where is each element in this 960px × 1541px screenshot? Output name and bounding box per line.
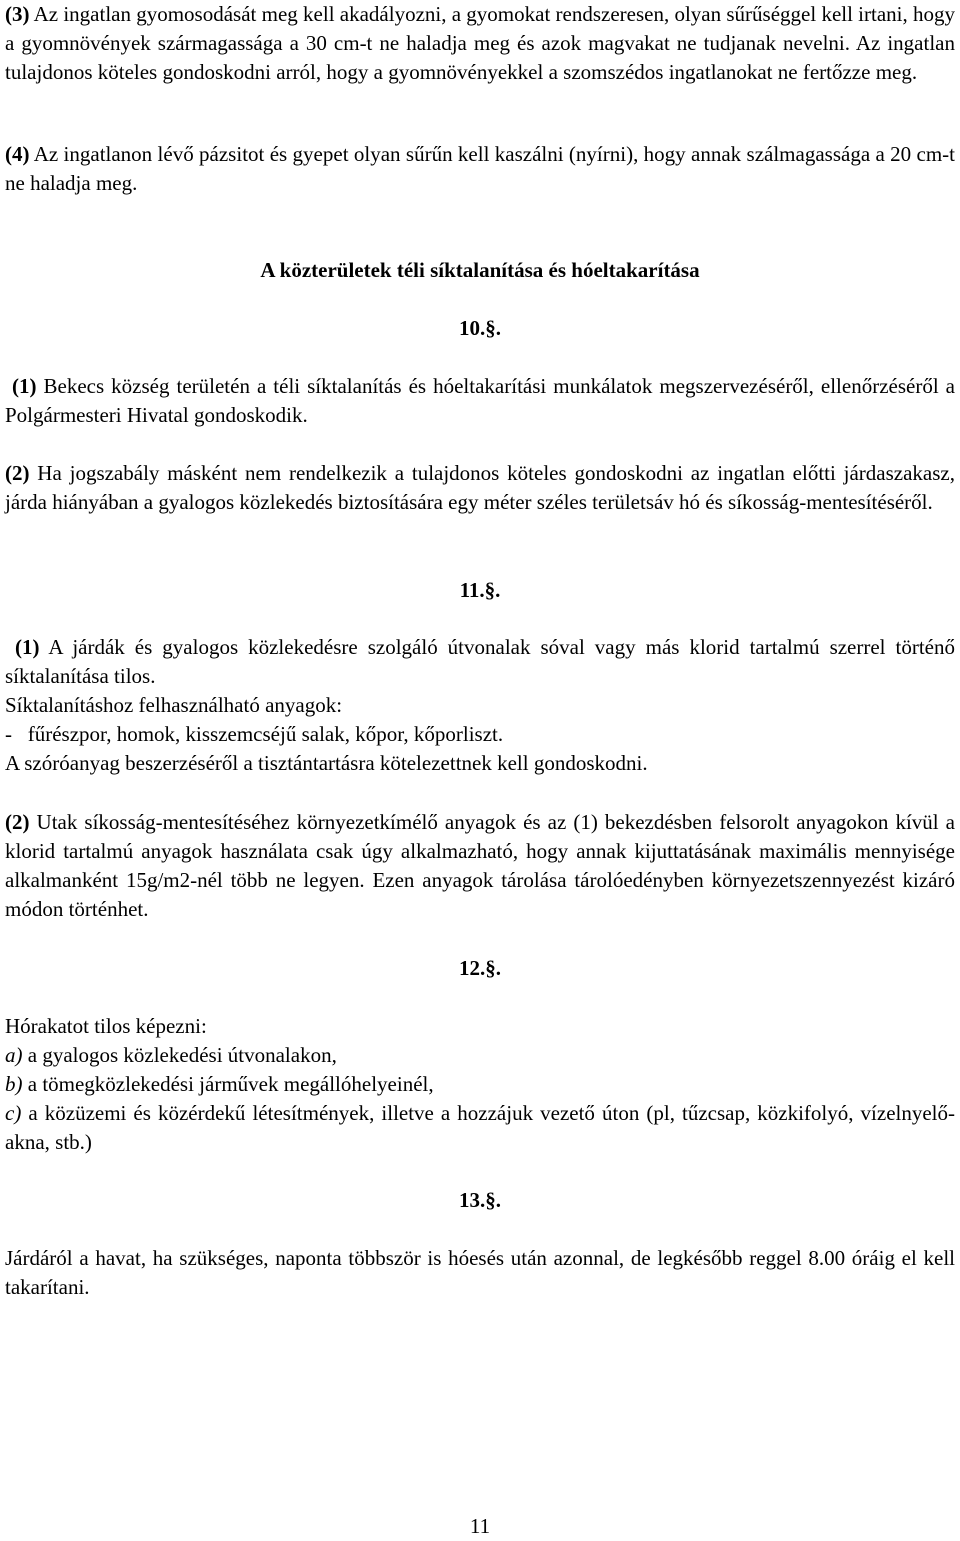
section-12-title: 12.§. — [459, 956, 501, 980]
materials-item-text: - fűrészpor, homok, kisszemcséjű salak, kőpor, kőporliszt. — [5, 722, 504, 746]
list-item-b — [5, 1070, 955, 1099]
paragraph-3 — [5, 0, 955, 87]
list-item-letter: c) — [5, 1101, 22, 1125]
paragraph-text: Az ingatlan gyomosodását meg kell akadályozni, a gyomokat rendszeresen, olyan sűrűséggel kell irtani, hogy a gyomnövények szármagassága a 30 cm-t ne haladja meg és azok magvakat ne tudjanak nevelni. Az ingatlan tulajdonos köteles gondoskodni arról, hogy a gyomnövényekkel a szomszédos ingatlanokat ne fertőzze meg. — [5, 2, 955, 84]
section-11-paragraph-1 — [5, 633, 955, 691]
list-item-c — [5, 1099, 955, 1157]
section-11-title: 11.§. — [459, 578, 501, 602]
paragraph-number: (1) — [15, 635, 40, 659]
list-item-a — [5, 1041, 955, 1070]
list-item-text: a közüzemi és közérdekű létesítmények, illetve a hozzájuk vezető úton (pl, tűzcsap, közkifolyó, vízelnyelő-akna, stb.) — [5, 1101, 955, 1154]
paragraph-number: (2) — [5, 461, 30, 485]
procure-sentence: A szóróanyag beszerzéséről a tisztántartásra kötelezettnek kell gondoskodni. — [5, 751, 648, 775]
materials-item — [5, 720, 955, 749]
paragraph-number: (2) — [5, 810, 30, 834]
list-item-text: a gyalogos közlekedési útvonalakon, — [22, 1043, 337, 1067]
section-10-paragraph-2 — [5, 459, 955, 517]
paragraph-text: Bekecs község területén a téli síktalanítás és hóeltakarítási munkálatok megszervezéséről, ellenőrzéséről a Polgármesteri Hivatal gondoskodik. — [5, 374, 955, 427]
paragraph-number: (3) — [5, 2, 30, 26]
paragraph-4 — [5, 140, 955, 198]
materials-label: Síktalanításhoz felhasználható anyagok: — [5, 693, 343, 717]
section-10-title: 10.§. — [459, 316, 501, 340]
paragraph-text: A járdák és gyalogos közlekedésre szolgáló útvonalak sóval vagy más klorid tartalmú szerrel történő síktalanítása tilos. — [5, 635, 955, 688]
paragraph-text: Utak síkosság-mentesítéséhez környezetkímélő anyagok és az (1) bekezdésben felsorolt anyagokon kívül a klorid tartalmú anyagok használata csak úgy alkalmazható, hogy annak kijuttatásának maximális mennyisége alkalmanként 15g/m2-nél több ne legyen. Ezen anyagok tárolása tárolóedényben környezetszennyezést kizáró módon történhet. — [5, 810, 955, 921]
list-item-letter: b) — [5, 1072, 23, 1096]
section-13-text: Járdáról a havat, ha szükséges, naponta többször is hóesés után azonnal, de legkésőbb reggel 8.00 óráig el kell takarítani. — [5, 1246, 955, 1299]
paragraph-text: Ha jogszabály másként nem rendelkezik a tulajdonos köteles gondoskodni az ingatlan előtti járdaszakasz, járda hiányában a gyalogos közlekedés biztosítására egy méter széles területsáv hó és síkosság-mentesítéséről. — [5, 461, 955, 514]
page-number: 11 — [469, 1514, 491, 1538]
list-item-text: a tömegközlekedési járművek megállóhelyeinél, — [22, 1072, 434, 1096]
section-12-intro: Hórakatot tilos képezni: — [5, 1014, 207, 1038]
section-11-paragraph-2 — [5, 808, 955, 924]
paragraph-number: (4) — [5, 142, 30, 166]
paragraph-number: (1) — [12, 374, 37, 398]
section-title: A közterületek téli síktalanítása és hóeltakarítása — [260, 258, 700, 282]
list-item-letter: a) — [5, 1043, 23, 1067]
section-10-paragraph-1 — [5, 372, 955, 430]
paragraph-text: Az ingatlanon lévő pázsitot és gyepet olyan sűrűn kell kaszálni (nyírni), hogy annak szálmagassága a 20 cm-t ne haladja meg. — [5, 142, 955, 195]
section-13-title: 13.§. — [459, 1188, 501, 1212]
